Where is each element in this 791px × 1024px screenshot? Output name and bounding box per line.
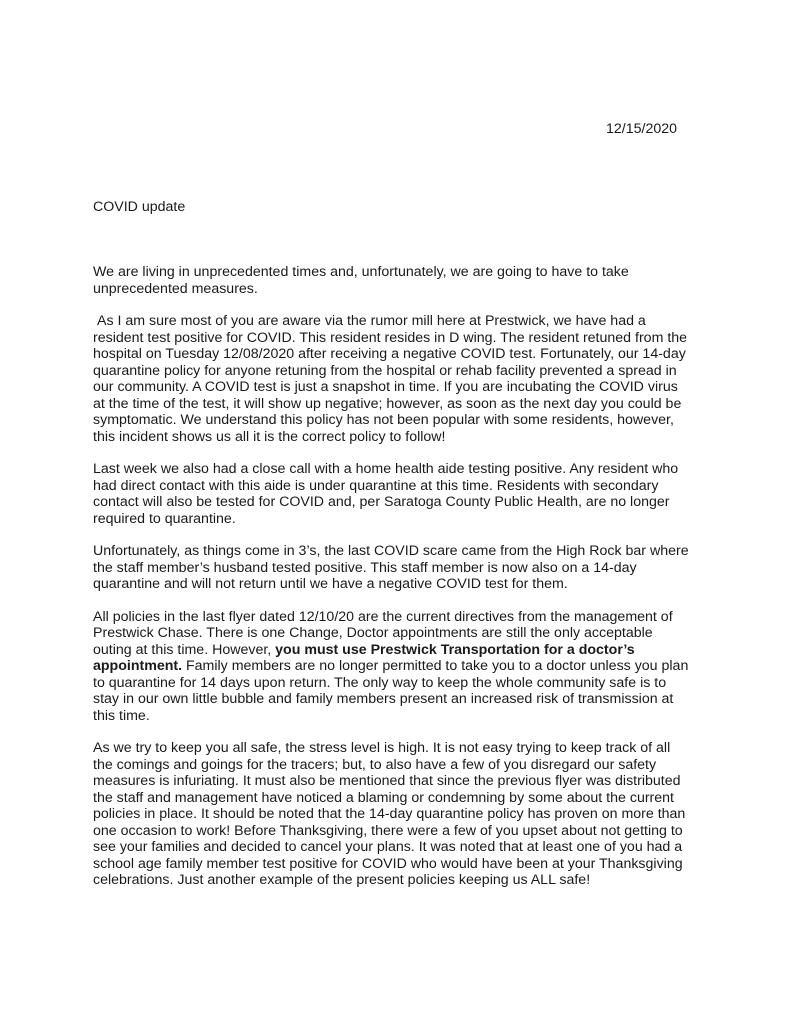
text-line: policies in place. It should be noted that the 14-day quarantine policy has proven on more than	[93, 806, 686, 822]
text-line: resident test positive for COVID. This resident resides in D wing. The resident retuned from the	[93, 329, 688, 346]
text-line: quarantine policy for anyone retuning from the hospital or rehab facility prevented a spread in	[93, 362, 677, 379]
text-line: As I am sure most of you are aware via the rumor mill here at Prestwick, we have had a	[97, 313, 646, 329]
text-segment: outing at this time. However,	[93, 641, 276, 658]
text-line: contact will also be tested for COVID and, per Saratoga County Public Health, are no longer	[93, 494, 670, 510]
text-line: one occasion to work! Before Thanksgiving, there were a few of you upset about not getting to	[93, 822, 683, 839]
paragraph-aide-positive	[93, 461, 718, 527]
letter-subject: COVID update	[93, 199, 186, 215]
text-line: see your families and decided to cancel your plans. It was noted that at least one of you had a	[93, 839, 683, 855]
text-line: Last week we also had a close call with a home health aide testing positive. Any resident who	[93, 461, 679, 477]
text-line: had direct contact with this aide is under quarantine at this time. Residents with secondary	[93, 477, 659, 494]
text-line	[93, 642, 718, 659]
text-line: school age family member test positive for COVID who would have been at your Thanksgiving	[93, 855, 683, 872]
emphasis-transportation: you must use Prestwick Transportation for a doctor’s	[275, 641, 635, 658]
text-line: All policies in the last flyer dated 12/10/20 are the current directives from the management of	[93, 608, 673, 625]
emphasis-appointment: appointment.	[93, 658, 183, 674]
text-line: unprecedented measures.	[93, 280, 258, 297]
text-line	[93, 658, 718, 675]
paragraph-policies	[93, 609, 718, 725]
paragraph-intro	[93, 264, 718, 297]
text-line: celebrations. Just another example of the present policies keeping us ALL safe!	[93, 872, 591, 888]
text-line: Prestwick Chase. There is one Change, Doctor appointments are still the only acceptable	[93, 625, 653, 641]
letter-date: 12/15/2020	[606, 121, 678, 137]
text-line: required to quarantine.	[93, 510, 236, 527]
paragraph-stress	[93, 740, 718, 889]
text-line: As we try to keep you all safe, the stress level is high. It is not easy trying to keep track of all	[93, 740, 671, 756]
text-line: symptomatic. We understand this policy has not been popular with some residents, however,	[93, 412, 674, 428]
text-line: We are living in unprecedented times and, unfortunately, we are going to have to take	[93, 264, 629, 280]
text-line: Unfortunately, as things come in 3’s, the last COVID scare came from the High Rock bar where	[93, 543, 689, 559]
text-line: stay in our own little bubble and family members present an increased risk of transmission at	[93, 691, 674, 707]
text-line: to quarantine for 14 days upon return. The only way to keep the whole community safe is to	[93, 674, 667, 691]
text-line: this time.	[93, 707, 150, 724]
text-segment: Family members are no longer permitted to take you to a doctor unless you plan	[182, 658, 689, 674]
text-line: hospital on Tuesday 12/08/2020 after receiving a negative COVID test. Fortunately, our 14-day	[93, 346, 686, 362]
text-line: measures is infuriating. It must also be mentioned that since the previous flyer was distributed	[93, 773, 681, 789]
text-line: the comings and goings for the tracers; but, to also have a few of you disregard our safety	[93, 756, 657, 773]
text-line: the staff member’s husband tested positive. This staff member is now also on a 14-day	[93, 559, 637, 576]
text-line: at the time of the test, it will show up negative; however, as soon as the next day you could be	[93, 395, 682, 412]
text-line: our community. A COVID test is just a snapshot in time. If you are incubating the COVID virus	[93, 379, 678, 395]
letter-body	[93, 264, 718, 905]
paragraph-resident-positive	[93, 313, 718, 445]
paragraph-staff-scare	[93, 543, 718, 593]
text-line: quarantine and will not return until we have a negative COVID test for them.	[93, 576, 568, 592]
text-line: this incident shows us all it is the correct policy to follow!	[93, 428, 446, 445]
text-line: the staff and management have noticed a blaming or condemning by some about the current	[93, 789, 675, 806]
